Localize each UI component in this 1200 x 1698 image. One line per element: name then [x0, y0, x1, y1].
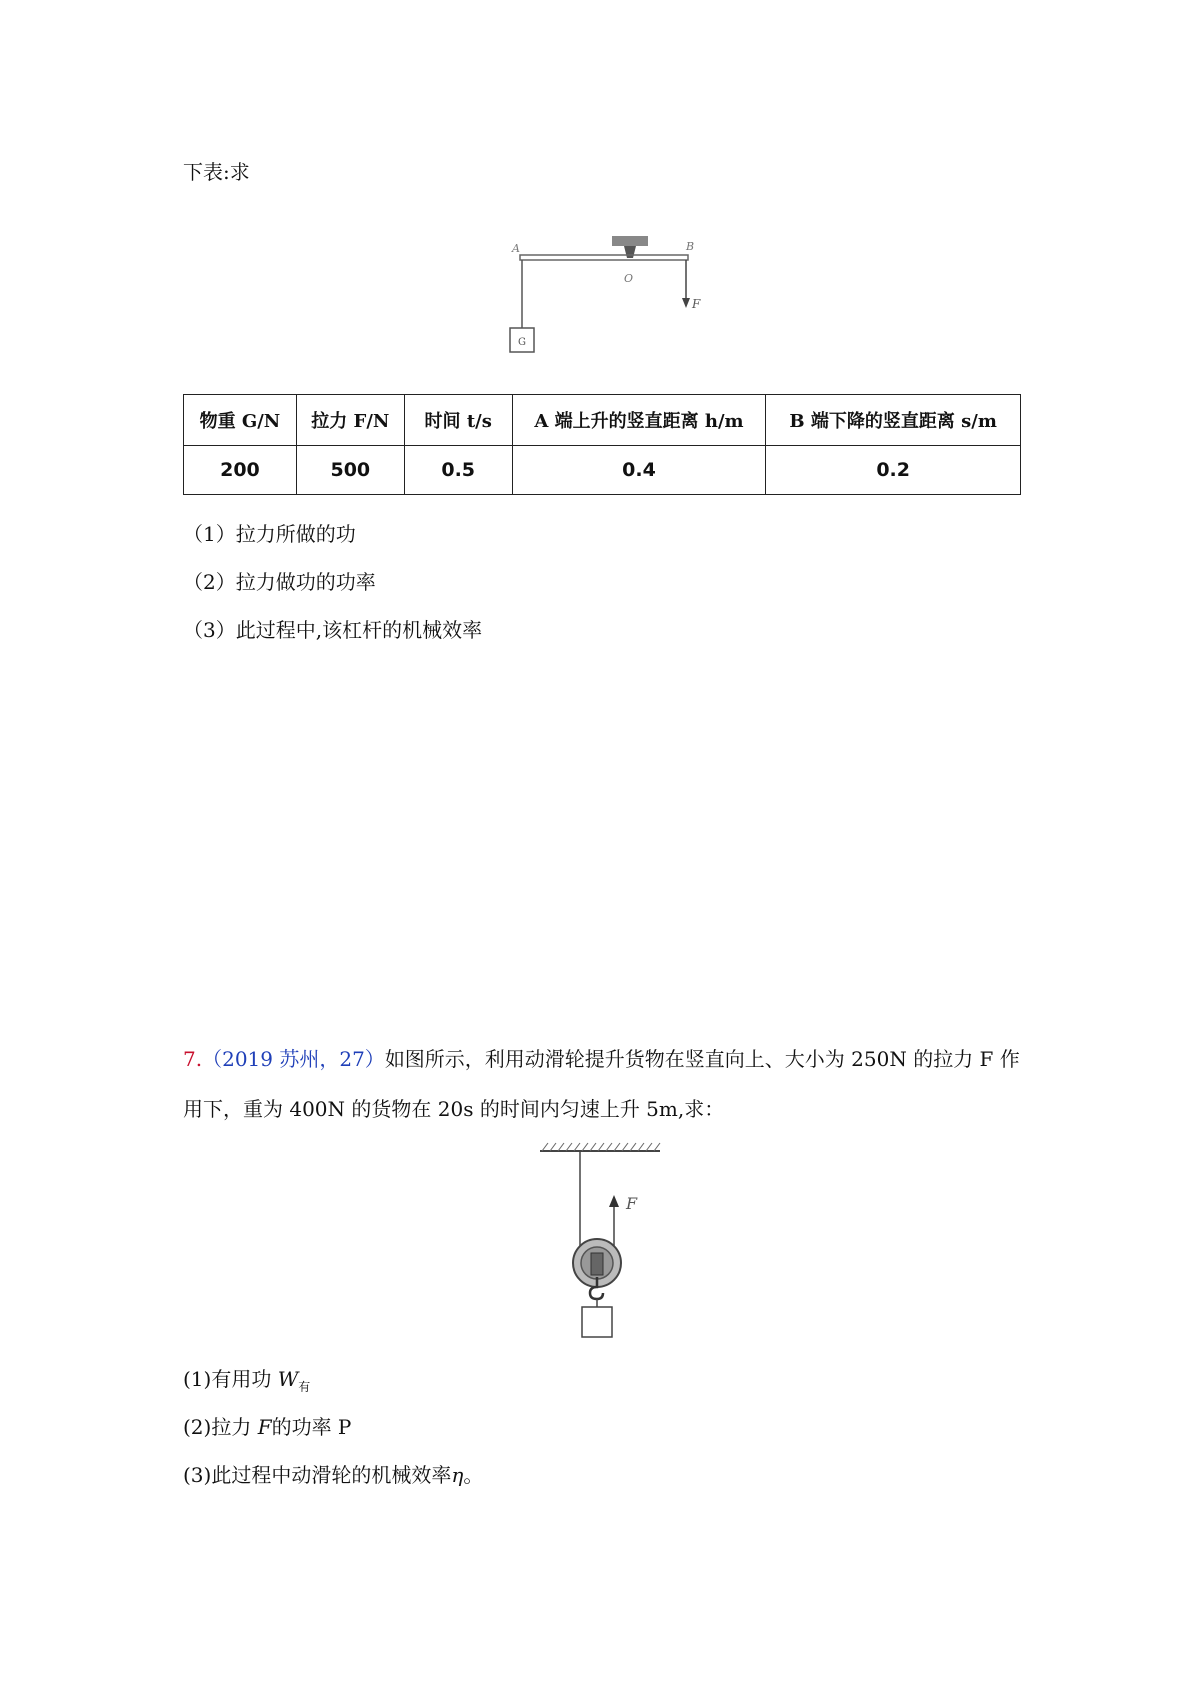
q7-line-2: 用下，重为 400N 的货物在 20s 的时间内匀速上升 5m,求：: [183, 1097, 725, 1121]
header-b-drop: B 端下降的竖直距离 s/m: [766, 395, 1021, 446]
q7-item-3: (3)此过程中动滑轮的机械效率η。: [183, 1463, 484, 1487]
cell-b-drop: 0.2: [766, 446, 1021, 495]
header-a-rise: A 端上升的竖直距离 h/m: [512, 395, 766, 446]
arrow-down-icon: [682, 298, 690, 308]
q7-line-1: [183, 1045, 1020, 1073]
label-o: O: [624, 272, 634, 285]
label-b: B: [686, 240, 695, 253]
cell-weight: 200: [184, 446, 297, 495]
header-pull-force: 拉力 F/N: [296, 395, 404, 446]
q6-item-3: （3）此过程中,该杠杆的机械效率: [183, 618, 483, 642]
label-a: A: [512, 242, 520, 255]
q7-item-1: (1)有用功 $W_有$: [183, 1367, 311, 1394]
data-table: [183, 394, 1021, 495]
table-row: [184, 446, 1021, 495]
table-header-row: [184, 395, 1021, 446]
pulley-diagram: [530, 1135, 670, 1345]
var-eta: η: [451, 1463, 464, 1487]
var-f: F: [257, 1415, 272, 1439]
header-weight: 物重 G/N: [184, 395, 297, 446]
intro-text: 下表:求: [183, 160, 250, 184]
label-f: F: [692, 297, 701, 311]
cell-a-rise: 0.4: [512, 446, 766, 495]
pulley-axle: [591, 1253, 603, 1275]
var-w-sub: 有: [298, 1380, 311, 1394]
cell-pull-force: 500: [296, 446, 404, 495]
cargo-box: [582, 1307, 612, 1337]
pulley-label-f: F: [626, 1194, 638, 1213]
lever-bar: [520, 255, 688, 260]
header-time: 时间 t/s: [404, 395, 512, 446]
q7-source: （2019 苏州，27）: [202, 1047, 385, 1071]
lever-diagram: [500, 228, 730, 368]
q6-item-1: （1）拉力所做的功: [183, 522, 356, 546]
ceiling-hatch: [542, 1143, 660, 1151]
ceiling-mount: [612, 236, 648, 246]
arrow-up-icon: [609, 1195, 619, 1207]
pivot-icon: [624, 246, 636, 258]
q7-text-1: 如图所示，利用动滑轮提升货物在竖直向上、大小为 250N 的拉力 F 作: [384, 1047, 1020, 1071]
q7-number: 7.: [183, 1047, 203, 1071]
q7-item-2: (2)拉力 F的功率 P: [183, 1415, 352, 1439]
label-g: G: [518, 337, 526, 348]
q6-item-2: （2）拉力做功的功率: [183, 570, 376, 594]
var-w: W: [277, 1367, 299, 1391]
cell-time: 0.5: [404, 446, 512, 495]
